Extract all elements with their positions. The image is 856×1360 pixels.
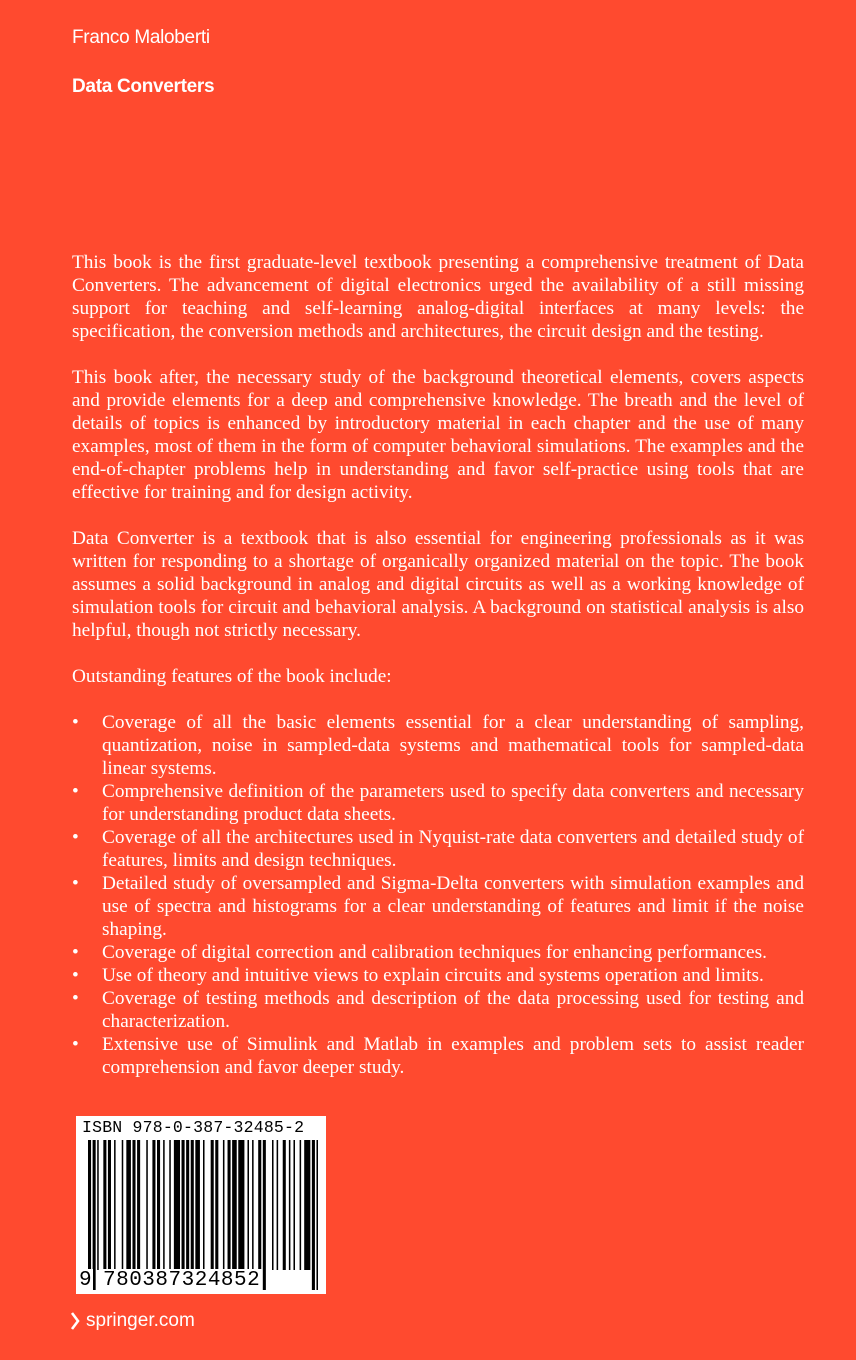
bullet-icon: • [72,988,79,1009]
barcode-bar [137,1140,140,1270]
barcode-bar [174,1140,180,1270]
features-intro: Outstanding features of the book include: [72,666,392,687]
bullet-icon: • [72,827,79,848]
isbn-label: ISBN 978-0-387-32485-2 [82,1118,305,1137]
isbn-digits-rest: 780387324852 [103,1269,261,1292]
feature-text: Coverage of digital correction and calibration techniques for enhancing performances. [102,942,767,963]
barcode-bar [300,1140,302,1270]
barcode-bar [182,1140,185,1270]
barcode-bar [203,1140,205,1270]
feature-text: Extensive use of Simulink and Matlab in examples and problem sets to assist reader comprehension and favor deeper study. [102,1034,804,1078]
bullet-icon: • [72,873,79,894]
feature-item [72,826,804,872]
barcode-bar [186,1140,189,1270]
barcode-bar [228,1140,231,1270]
barcode-bar [93,1140,96,1290]
barcode-bar [252,1140,254,1270]
barcode-bar [289,1140,291,1270]
barcode-bar [146,1140,148,1270]
feature-text: Detailed study of oversampled and Sigma-Delta converters with simulation examples and use of spectra and histograms for a clear understanding of features and limit if the noise shaping. [102,873,804,940]
feature-item [72,964,804,987]
barcode-bar [103,1140,106,1270]
barcode-bar [97,1140,99,1270]
barcode-bar [316,1140,318,1290]
barcode-bars [88,1140,318,1290]
barcode-bar [126,1140,131,1270]
bullet-icon: • [72,712,79,733]
feature-item [72,780,804,826]
features-list [72,711,804,1079]
paragraph: This book after, the necessary study of the background theoretical elements, covers aspects and provide elements for a deep and comprehensive knowledge. The breath and the level of details of topics is enhanced by introductory material in each chapter and the use of many examples, most of them in the form of computer behavioral simulations. The examples and the end-of-chapter problems help in understanding and favor self-practice using tools that are effective for training and for design activity. [72,367,804,503]
feature-text: Coverage of all the basic elements essential for a clear understanding of sampling, quantization, noise in sampled-data systems and mathematical tools for sampled-data linear systems. [102,712,804,779]
paragraph: This book is the first graduate-level textbook presenting a comprehensive treatment of Data Converters. The advancement of digital electronics urged the availability of a still missing support for teaching and self-learning analog-digital interfaces at many levels: the specification, the conversion methods and architectures, the circuit design and the testing. [72,252,804,342]
bullet-icon: • [72,781,79,802]
bullet-icon: • [72,942,79,963]
barcode-bar [304,1140,310,1270]
barcode-bar [157,1140,160,1270]
barcode-bar [215,1140,218,1270]
feature-item [72,711,804,780]
barcode-bar [152,1140,155,1270]
barcode-bar [195,1140,200,1270]
barcode-bar [272,1140,274,1270]
feature-item [72,987,804,1033]
barcode-bar [263,1140,266,1290]
bullet-icon: • [72,1034,79,1055]
feature-item [72,941,804,964]
barcode-bar [163,1140,165,1270]
barcode-bar [232,1140,237,1270]
feature-text: Coverage of all the architectures used in Nyquist-rate data converters and detailed study of features, limits and design techniques. [102,827,804,871]
barcode-bar [258,1140,261,1270]
barcode-bar [211,1140,214,1270]
publisher-url: springer.com [86,1310,195,1331]
barcode-bar [312,1140,315,1290]
isbn-barcode [76,1116,326,1294]
barcode-bar [223,1140,225,1270]
feature-text: Use of theory and intuitive views to explain circuits and systems operation and limits. [102,965,764,986]
barcode-bar [283,1140,286,1270]
paragraph: Data Converter is a textbook that is also essential for engineering professionals as it was written for responding to a shortage of organically organized material on the topic. The book assumes a solid background in analog and digital circuits as well as a working knowledge of simulation tools for circuit and behavioral analysis. A background on statistical analysis is also helpful, though not strictly necessary. [72,528,804,641]
barcode-bar [88,1140,91,1290]
barcode-bar [277,1140,279,1270]
barcode-bar [108,1140,111,1270]
barcode-bar [247,1140,249,1270]
feature-text: Comprehensive definition of the parameters used to specify data converters and necessary for understanding product data sheets. [102,781,804,825]
barcode-bar [238,1140,244,1270]
author-name: Franco Maloberti [72,27,210,48]
publisher-link[interactable] [70,1310,195,1332]
isbn-digit-first: 9 [79,1269,92,1292]
feature-text: Coverage of testing methods and description of the data processing used for testing and characterization. [102,988,804,1032]
barcode-bar [169,1140,171,1270]
barcode-bar [132,1140,135,1270]
barcode-bar [122,1140,124,1270]
book-title: Data Converters [72,76,215,97]
barcode-bar [293,1140,295,1270]
feature-item [72,872,804,941]
barcode-bar [191,1140,194,1270]
barcode-bar [114,1140,116,1270]
chevron-right-icon [70,1311,80,1331]
blurb [72,251,804,1079]
feature-item [72,1033,804,1079]
bullet-icon: • [72,965,79,986]
